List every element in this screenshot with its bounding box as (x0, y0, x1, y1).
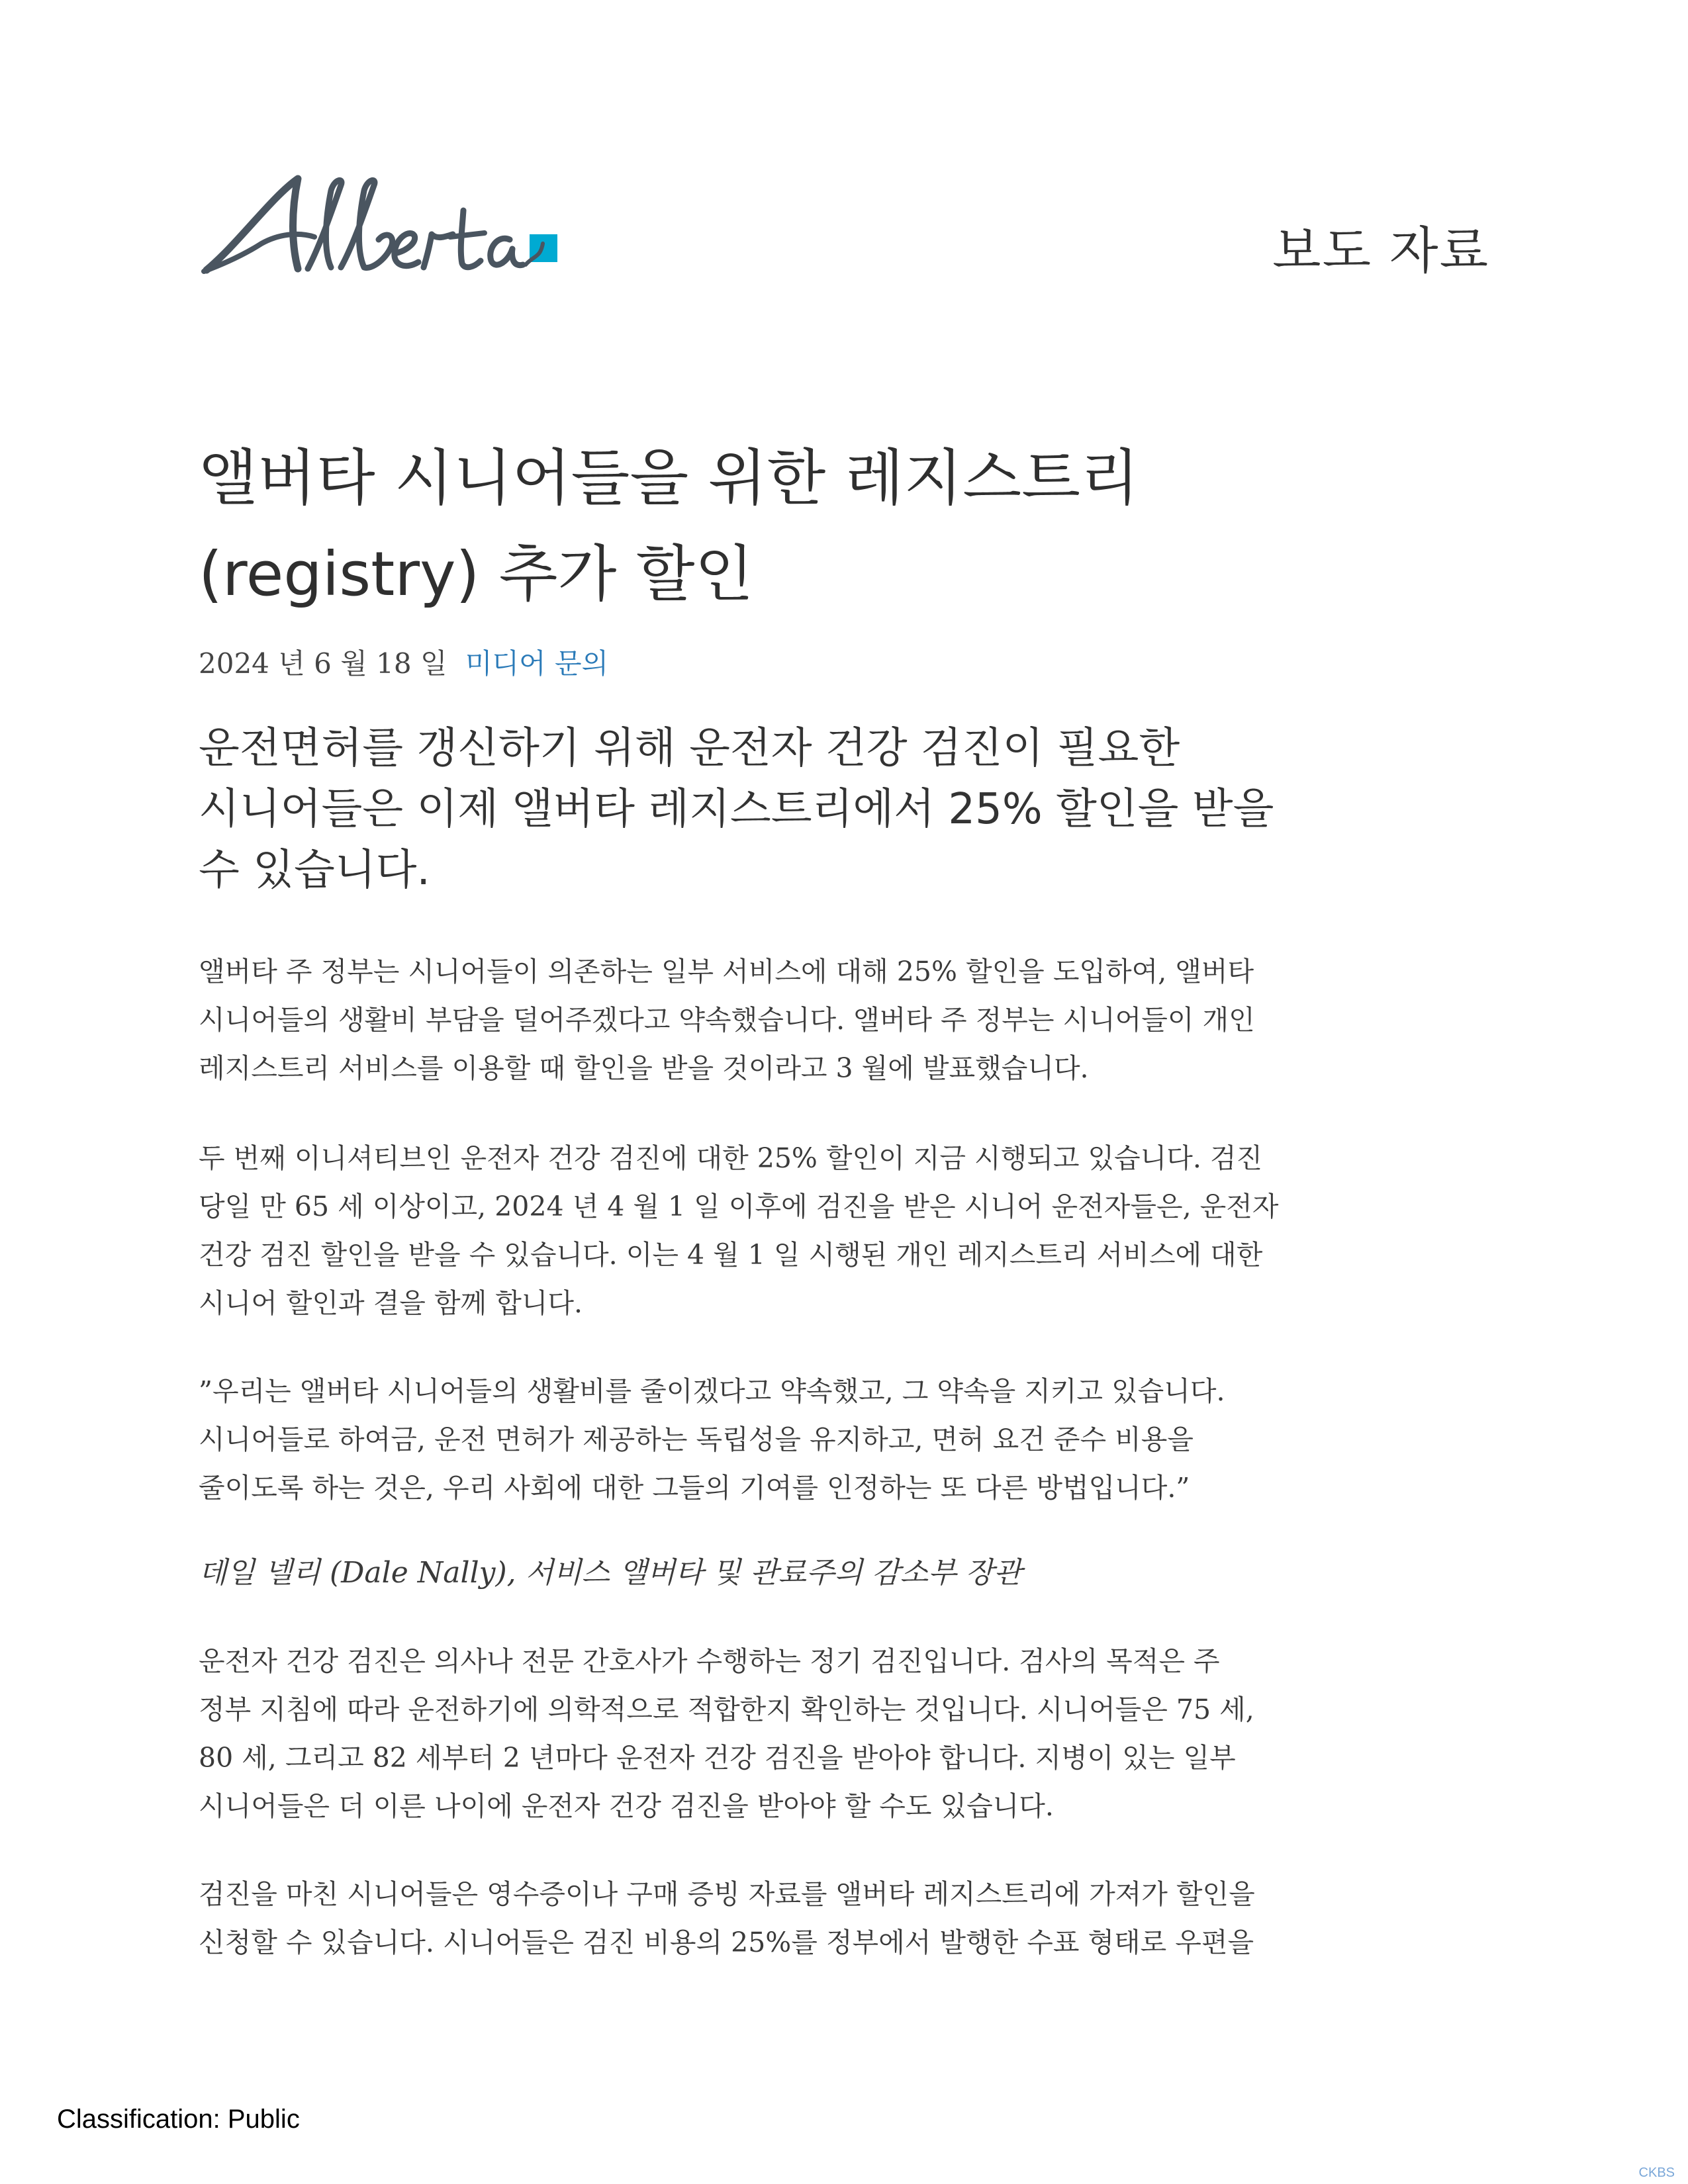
paragraph-line: ”우리는 앨버타 시니어들의 생활비를 줄이겠다고 약속했고, 그 약속을 지키고 있습니다. (199, 1375, 1225, 1407)
classification-label: Classification: Public (57, 2105, 300, 2134)
paragraph-line: 두 번째 이니셔티브인 운전자 건강 검진에 대한 25% 할인이 지금 시행되고 있습니다. 검진 (199, 1142, 1263, 1174)
quote-paragraph (199, 1367, 1489, 1512)
paragraph-line: 시니어들은 더 이른 나이에 운전자 건강 검진을 받아야 할 수도 있습니다. (199, 1790, 1054, 1822)
page-title (199, 430, 1489, 622)
alberta-logo (199, 171, 569, 283)
paragraph-line: 시니어 할인과 결을 함께 합니다. (199, 1287, 583, 1319)
paragraph-line: 레지스트리 서비스를 이용할 때 할인을 받을 것이라고 3 월에 발표했습니다. (199, 1052, 1089, 1084)
title-line-2: (registry) 추가 할인 (199, 539, 754, 610)
press-release-label: 보도 자료 (1272, 221, 1489, 280)
alberta-logo-graphic (199, 171, 569, 283)
paragraph-line: 줄이도록 하는 것은, 우리 사회에 대한 그들의 기여를 인정하는 또 다른 방법입니다.” (199, 1472, 1190, 1504)
paragraph-line: 건강 검진 할인을 받을 수 있습니다. 이는 4 월 1 일 시행된 개인 레지스트리 서비스에 대한 (199, 1239, 1263, 1271)
lead-line: 시니어들은 이제 앨버타 레지스트리에서 25% 할인을 받을 (199, 785, 1274, 834)
lead-line: 운전면허를 갱신하기 위해 운전자 건강 검진이 필요한 (199, 724, 1180, 773)
paragraph-line: 정부 지침에 따라 운전하기에 의학적으로 적합한지 확인하는 것입니다. 시니어들은 75 세, (199, 1694, 1254, 1725)
body-paragraph-1 (199, 948, 1489, 1093)
paragraph-line: 80 세, 그리고 82 세부터 2 년마다 운전자 건강 검진을 받아야 합니다. 지병이 있는 일부 (199, 1742, 1236, 1774)
footer-mark: CKBS (1638, 2165, 1675, 2180)
release-meta (199, 642, 608, 682)
paragraph-line: 앨버타 주 정부는 시니어들이 의존하는 일부 서비스에 대해 25% 할인을 도입하여, 앨버타 (199, 956, 1254, 987)
paragraph-line: 운전자 건강 검진은 의사나 전문 간호사가 수행하는 정기 검진입니다. 검사의 목적은 주 (199, 1645, 1220, 1677)
paragraph-line: 검진을 마친 시니어들은 영수증이나 구매 증빙 자료를 앨버타 레지스트리에 가져가 할인을 (199, 1878, 1255, 1910)
lead-line: 수 있습니다. (199, 846, 430, 895)
body-paragraph-2 (199, 1134, 1489, 1328)
release-date: 2024 년 6 월 18 일 (199, 647, 447, 680)
paragraph-line: 당일 만 65 세 이상이고, 2024 년 4 월 1 일 이후에 검진을 받은 시니어 운전자들은, 운전자 (199, 1191, 1279, 1222)
media-inquiries-link[interactable]: 미디어 문의 (465, 647, 609, 680)
body-paragraph-3 (199, 1637, 1489, 1831)
quote-attribution: 데일 넬리 (Dale Nally), 서비스 앨버타 및 관료주의 감소부 장관 (199, 1556, 1022, 1590)
paragraph-line: 시니어들로 하여금, 운전 면허가 제공하는 독립성을 유지하고, 면허 요건 준수 비용을 (199, 1424, 1194, 1455)
title-line-1: 앨버타 시니어들을 위한 레지스트리 (199, 443, 1139, 514)
body-paragraph-4 (199, 1870, 1489, 1967)
paragraph-line: 신청할 수 있습니다. 시니어들은 검진 비용의 25%를 정부에서 발행한 수표 형태로 우편을 (199, 1927, 1254, 1958)
paragraph-line: 시니어들의 생활비 부담을 덜어주겠다고 약속했습니다. 앨버타 주 정부는 시니어들이 개인 (199, 1004, 1255, 1036)
lead-summary (199, 718, 1496, 901)
